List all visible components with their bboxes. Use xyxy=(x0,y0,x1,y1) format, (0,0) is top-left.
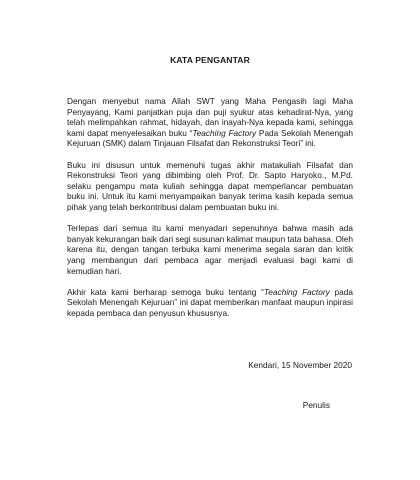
paragraph-3 xyxy=(67,223,353,276)
paragraph-text: pada Sekolah Menengah Kejuruan” ini dapat memberikan manfaat maupun inpirasi kepada pembaca dan penyusun khususnya. xyxy=(67,286,354,318)
paragraph-text: Dengan menyebut nama Allah SWT yang Maha Pengasih lagi Maha Penyayang, Kami panjatkan puja dan puji syukur atas kehadirat-Nya, yang telah melimpahkan rahmat, hidayah, dan inayah-Nya kepada kami, sehingga kami dapat menyelesaikan buku “ xyxy=(67,96,353,138)
paragraph-text: Terlepas dari semua itu kami menyadari sepenuhnya bahwa masih ada banyak kekurangan baik dari segi susunan kalimat maupun tata bahasa. Oleh karena itu, dengan tangan terbuka kami menerima segala saran dan kritik yang membangun dari pembaca agar menjadi evaluasi bagi kami di kemudian hari. xyxy=(67,223,353,276)
place-date: Kendari, 15 November 2020 xyxy=(248,360,352,370)
paragraph-4 xyxy=(67,287,353,319)
author-signature: Penulis xyxy=(302,400,330,410)
paragraph-text: Akhir kata kami berharap semoga buku tentang “ xyxy=(67,286,264,297)
book-title-italic: Teaching Factory xyxy=(263,286,330,297)
document-title: KATA PENGANTAR xyxy=(170,55,250,65)
paragraph-text: Pada Sekolah Menengah Kejuruan (SMK) dalam Tinjauan Filsafat dan Rekonstruksi Teori” ini. xyxy=(67,127,353,149)
document-body xyxy=(67,96,353,329)
book-title-italic: Teaching Factory xyxy=(192,127,257,138)
paragraph-1 xyxy=(67,96,353,149)
paragraph-2 xyxy=(67,160,353,213)
paragraph-text: Buku ini disusun untuk memenuhi tugas akhir matakuliah Filsafat dan Rekonstruksi Teori yang dibimbing oleh Prof. Dr. Sapto Haryoko., M.Pd. selaku pengampu mata kuliah sehingga dapat memperlancar pembuatan buku ini. Untuk itu kami menyampaikan banyak terima kasih kepada semua pihak yang telah berkontribusi dalam pembuatan buku ini. xyxy=(67,159,353,212)
